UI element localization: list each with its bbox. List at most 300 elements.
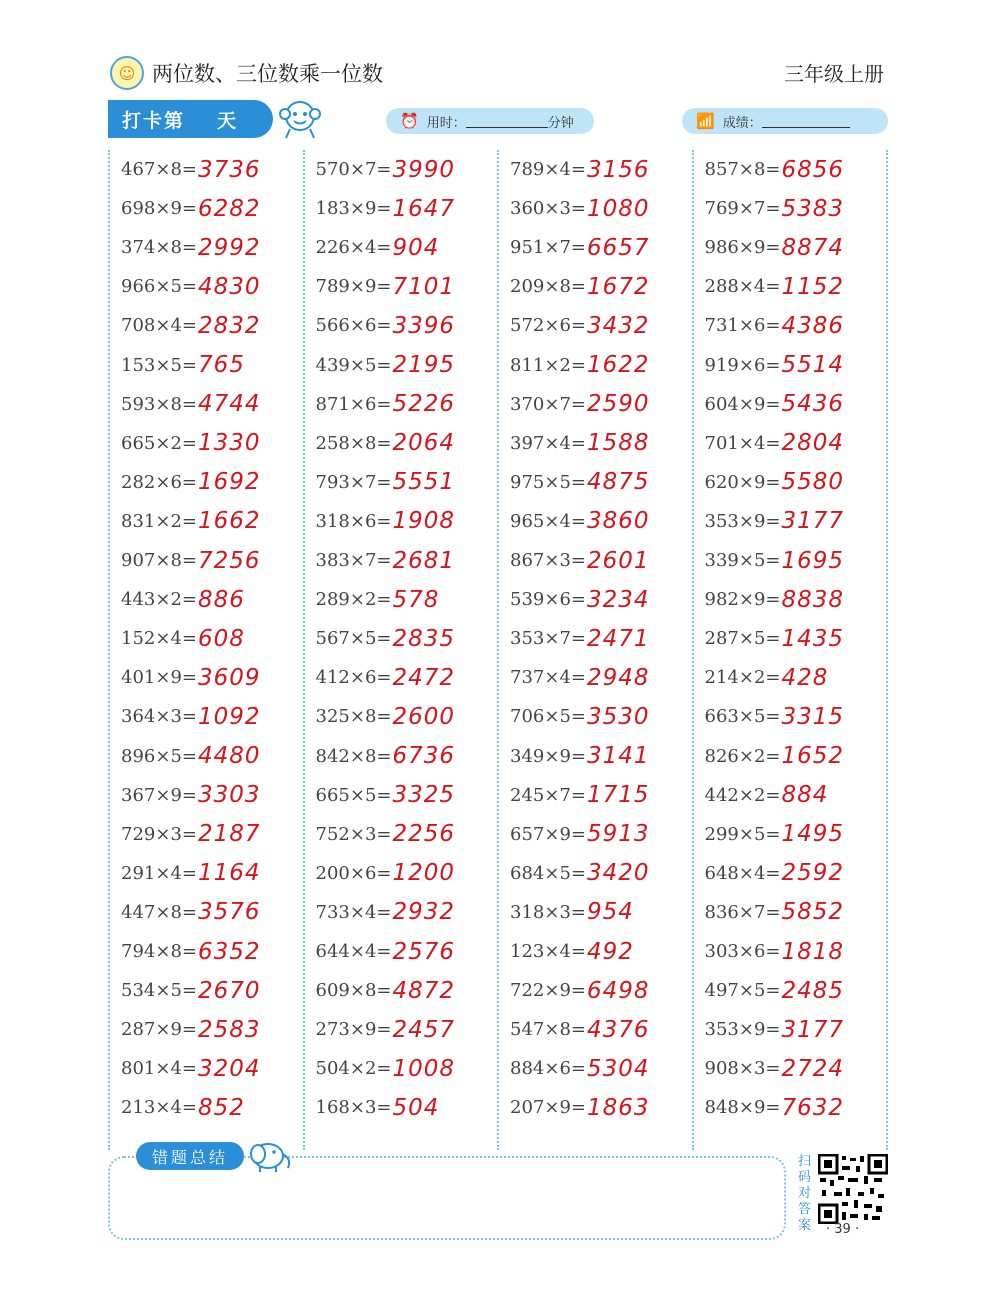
problem-row [705, 854, 845, 893]
lion-mascot-icon: ☺ [110, 56, 144, 90]
handwritten-answer[interactable]: 1672 [586, 273, 650, 300]
problem-row [705, 932, 845, 971]
handwritten-answer[interactable]: 2832 [197, 312, 261, 339]
handwritten-answer[interactable]: 3204 [197, 1055, 261, 1082]
problem-row [705, 815, 845, 854]
problem-row [316, 854, 456, 893]
problem-row [316, 150, 456, 189]
problem-row [510, 815, 650, 854]
problem-row [705, 697, 845, 736]
handwritten-answer[interactable]: 5913 [586, 821, 650, 848]
handwritten-answer[interactable]: 1652 [781, 743, 845, 769]
problem-row [705, 306, 845, 345]
handwritten-answer[interactable]: 2932 [392, 899, 456, 926]
handwritten-answer[interactable]: 1164 [197, 860, 261, 887]
handwritten-answer[interactable]: 3609 [197, 664, 261, 691]
handwritten-answer[interactable]: 7101 [392, 273, 456, 300]
problem-row [510, 306, 650, 345]
handwritten-answer[interactable]: 6498 [586, 977, 650, 1004]
problem-question: 374×8= [121, 237, 197, 259]
handwritten-answer[interactable]: 2590 [586, 391, 650, 418]
handwritten-answer[interactable]: 7632 [781, 1094, 845, 1121]
problem-row [121, 502, 261, 541]
problem-row [705, 189, 845, 228]
problem-question: 401×9= [121, 667, 197, 689]
handwritten-answer[interactable]: 4744 [197, 391, 261, 418]
problem-column-3 [497, 150, 692, 1150]
handwritten-answer[interactable]: 2601 [586, 547, 650, 574]
problem-row [316, 971, 456, 1010]
problem-question: 698×9= [121, 198, 197, 220]
problem-row [705, 150, 845, 189]
problem-question: 567×5= [315, 628, 392, 650]
problem-question: 609×8= [315, 980, 392, 1002]
problem-question: 593×8= [121, 393, 197, 415]
handwritten-answer[interactable]: 2457 [392, 1016, 456, 1043]
problem-row [316, 1088, 440, 1127]
handwritten-answer[interactable]: 2681 [392, 547, 456, 574]
handwritten-answer[interactable]: 3432 [586, 312, 650, 339]
problem-row [121, 463, 261, 502]
problem-question: 811×2= [510, 354, 586, 376]
handwritten-answer[interactable]: 884 [781, 782, 829, 809]
problem-question: 258×8= [315, 432, 392, 454]
handwritten-answer[interactable]: 2064 [392, 430, 456, 457]
problem-row [316, 463, 456, 502]
problem-question: 214×2= [704, 667, 781, 689]
handwritten-answer[interactable]: 2670 [197, 977, 261, 1004]
problem-question: 303×6= [704, 941, 781, 962]
problem-question: 919×6= [704, 354, 781, 376]
handwritten-answer[interactable]: 3420 [586, 860, 650, 887]
problem-question: 982×9= [704, 589, 781, 611]
problem-question: 534×5= [121, 980, 197, 1002]
handwritten-answer[interactable]: 5304 [586, 1055, 650, 1082]
handwritten-answer[interactable]: 6736 [392, 743, 456, 769]
problem-question: 153×5= [121, 354, 197, 376]
problem-question: 907×8= [121, 550, 197, 571]
problem-grid [108, 150, 888, 1150]
problem-question: 975×5= [510, 471, 586, 493]
problem-row [510, 1088, 650, 1127]
handwritten-answer[interactable]: 4480 [197, 743, 261, 769]
checkin-banner [108, 100, 273, 138]
problem-row [121, 424, 261, 463]
problem-row [510, 737, 650, 776]
problem-row [316, 658, 456, 697]
problem-row [316, 189, 456, 228]
problem-row [510, 580, 650, 619]
problem-question: 604×9= [704, 393, 781, 415]
problem-question: 793×7= [315, 471, 392, 493]
problem-question: 397×4= [510, 432, 586, 454]
handwritten-answer[interactable]: 3325 [392, 782, 456, 809]
problem-row [316, 932, 456, 971]
problem-row [316, 385, 456, 424]
problem-question: 884×6= [510, 1058, 586, 1080]
handwritten-answer[interactable]: 1008 [392, 1055, 456, 1082]
handwritten-answer[interactable]: 2187 [197, 821, 261, 848]
handwritten-answer[interactable]: 3156 [586, 156, 650, 183]
handwritten-answer[interactable]: 2592 [781, 860, 845, 887]
handwritten-answer[interactable]: 3990 [392, 156, 456, 183]
problem-row [510, 776, 650, 815]
handwritten-answer[interactable]: 852 [197, 1094, 245, 1121]
problem-question: 200×6= [315, 862, 392, 884]
problem-row [121, 815, 261, 854]
problem-question: 572×6= [510, 315, 586, 337]
problem-question: 965×4= [510, 510, 586, 532]
problem-row [121, 385, 261, 424]
handwritten-answer[interactable]: 492 [586, 938, 634, 965]
problem-question: 733×4= [315, 901, 392, 923]
handwritten-answer[interactable]: 6282 [197, 195, 261, 222]
handwritten-answer[interactable]: 5514 [781, 352, 845, 378]
handwritten-answer[interactable]: 1695 [781, 547, 845, 574]
handwritten-answer[interactable]: 3736 [197, 156, 261, 183]
score-label: 成绩： [722, 115, 762, 131]
chapter-title-text: 两位数、三位数乘一位数 [152, 62, 383, 86]
problem-row [510, 346, 650, 385]
problem-question: 442×2= [704, 784, 781, 806]
problem-question: 729×3= [121, 823, 197, 845]
handwritten-answer[interactable]: 2583 [197, 1016, 261, 1043]
time-blank[interactable] [466, 115, 548, 128]
problem-row [510, 228, 650, 267]
chapter-title [110, 56, 383, 90]
problem-question: 207×9= [510, 1097, 586, 1119]
problem-question: 789×4= [510, 159, 586, 180]
problem-row [316, 541, 456, 580]
handwritten-answer[interactable]: 2835 [392, 625, 456, 652]
problem-question: 213×4= [121, 1097, 197, 1119]
problem-row [705, 267, 845, 306]
handwritten-answer[interactable]: 5226 [392, 391, 456, 418]
handwritten-answer[interactable]: 4376 [586, 1016, 650, 1043]
problem-row [121, 1049, 261, 1088]
problem-question: 801×4= [121, 1058, 197, 1080]
problem-question: 364×3= [121, 706, 197, 728]
problem-question: 497×5= [704, 980, 781, 1002]
problem-row [121, 150, 261, 189]
handwritten-answer[interactable]: 954 [586, 899, 634, 926]
problem-question: 245×7= [510, 784, 586, 806]
problem-question: 737×4= [510, 667, 586, 689]
problem-question: 353×9= [704, 510, 781, 532]
problem-row [121, 228, 261, 267]
problem-question: 663×5= [704, 706, 781, 728]
problem-row [121, 932, 261, 971]
handwritten-answer[interactable]: 1200 [392, 860, 456, 887]
handwritten-answer[interactable]: 578 [392, 586, 440, 613]
problem-row [316, 1010, 456, 1049]
problem-row [705, 658, 829, 697]
problem-question: 566×6= [315, 315, 392, 337]
problem-row [705, 619, 845, 658]
problem-row [316, 580, 440, 619]
problem-question: 447×8= [121, 901, 197, 923]
handwritten-answer[interactable]: 886 [197, 586, 245, 613]
handwritten-answer[interactable]: 5383 [781, 195, 845, 222]
problem-row [705, 541, 845, 580]
problem-question: 966×5= [121, 276, 197, 298]
alarm-clock-icon: ⏰ [400, 112, 419, 130]
problem-row [705, 580, 845, 619]
time-label: 用时： [426, 115, 466, 131]
problem-question: 951×7= [510, 237, 586, 259]
problem-question: 291×4= [121, 862, 197, 884]
problem-row [316, 228, 440, 267]
handwritten-answer[interactable]: 3234 [586, 586, 650, 613]
problem-question: 539×6= [510, 589, 586, 611]
handwritten-answer[interactable]: 2195 [392, 352, 456, 378]
problem-row [316, 619, 456, 658]
problem-row [705, 385, 845, 424]
handwritten-answer[interactable]: 5436 [781, 391, 845, 418]
handwritten-answer[interactable]: 1330 [197, 430, 261, 457]
problem-row [510, 971, 650, 1010]
handwritten-answer[interactable]: 1662 [197, 508, 261, 535]
handwritten-answer[interactable]: 3141 [586, 743, 650, 769]
problem-question: 701×4= [704, 432, 781, 454]
problem-question: 168×3= [315, 1097, 392, 1119]
checkin-right-text: 天 [217, 109, 239, 132]
problem-question: 183×9= [315, 198, 392, 220]
problem-row [510, 1049, 650, 1088]
problem-row [121, 737, 261, 776]
handwritten-answer[interactable]: 3530 [586, 703, 650, 730]
problem-question: 299×5= [704, 823, 781, 845]
handwritten-answer[interactable]: 4830 [197, 273, 261, 300]
problem-question: 152×4= [121, 628, 197, 650]
handwritten-answer[interactable]: 2256 [392, 821, 456, 848]
problem-question: 684×5= [510, 862, 586, 884]
problem-row [705, 1049, 845, 1088]
problem-question: 287×5= [704, 628, 781, 650]
handwritten-answer[interactable]: 2600 [392, 703, 456, 730]
problem-question: 360×3= [510, 198, 586, 220]
problem-row [510, 463, 650, 502]
problem-question: 831×2= [121, 510, 197, 532]
problem-question: 769×7= [704, 198, 781, 220]
problem-question: 867×3= [510, 550, 586, 571]
grade-label: 三年级上册 [784, 62, 884, 86]
handwritten-answer[interactable]: 3303 [197, 782, 261, 809]
elephant-mascot-icon [246, 1136, 294, 1174]
problem-row [705, 463, 845, 502]
time-field [386, 108, 594, 134]
checkin-left-text: 打卡第 [122, 109, 186, 132]
handwritten-answer[interactable]: 2948 [586, 664, 650, 691]
handwritten-answer[interactable]: 1647 [392, 195, 456, 222]
problem-row [121, 580, 245, 619]
problem-row [510, 1010, 650, 1049]
handwritten-answer[interactable]: 1435 [781, 625, 845, 652]
problem-row [316, 776, 456, 815]
problem-question: 857×8= [704, 159, 781, 180]
problem-row [121, 1010, 261, 1049]
problem-question: 665×2= [121, 432, 197, 454]
problem-row [705, 424, 845, 463]
problem-row [316, 502, 456, 541]
handwritten-answer[interactable]: 5551 [392, 469, 456, 496]
problem-row [121, 971, 261, 1010]
handwritten-answer[interactable]: 428 [781, 664, 829, 691]
page-number: · 39 · [826, 1222, 860, 1237]
handwritten-answer[interactable]: 1152 [781, 273, 845, 300]
handwritten-answer[interactable]: 7256 [197, 547, 261, 574]
handwritten-answer[interactable]: 5580 [781, 469, 845, 496]
problem-row [316, 737, 456, 776]
handwritten-answer[interactable]: 1092 [197, 703, 261, 730]
problem-row [121, 306, 261, 345]
problem-row [316, 697, 456, 736]
handwritten-answer[interactable]: 1080 [586, 195, 650, 222]
monkey-mascot-icon [276, 96, 324, 140]
handwritten-answer[interactable]: 5852 [781, 899, 845, 926]
problem-question: 412×6= [315, 667, 392, 689]
problem-question: 339×5= [704, 550, 781, 571]
handwritten-answer[interactable]: 2485 [781, 977, 845, 1004]
problem-question: 282×6= [121, 471, 197, 493]
handwritten-answer[interactable]: 2992 [197, 234, 261, 261]
handwritten-answer[interactable]: 4872 [392, 977, 456, 1004]
problem-row [510, 658, 650, 697]
qr-code-icon[interactable] [818, 1154, 888, 1224]
problem-question: 288×4= [704, 276, 781, 298]
problem-question: 353×9= [704, 1019, 781, 1041]
problem-question: 731×6= [704, 315, 781, 337]
problem-row [121, 697, 261, 736]
bar-chart-icon: 📶 [696, 112, 715, 130]
handwritten-answer[interactable]: 1495 [781, 821, 845, 848]
problem-question: 123×4= [510, 941, 586, 962]
problem-row [316, 424, 456, 463]
problem-question: 547×8= [510, 1019, 586, 1041]
handwritten-answer[interactable]: 3315 [781, 703, 845, 730]
problem-row [121, 541, 261, 580]
score-field [682, 108, 888, 134]
problem-row [316, 893, 456, 932]
problem-question: 722×9= [510, 980, 586, 1002]
problem-question: 706×5= [510, 706, 586, 728]
handwritten-answer[interactable]: 6856 [781, 156, 845, 183]
handwritten-answer[interactable]: 8874 [781, 234, 845, 261]
problem-question: 439×5= [315, 354, 392, 376]
problem-question: 467×8= [121, 159, 197, 180]
problem-question: 644×4= [315, 941, 392, 962]
handwritten-answer[interactable]: 765 [197, 352, 245, 378]
problem-column-1 [108, 150, 303, 1150]
problem-question: 896×5= [121, 745, 197, 767]
handwritten-answer[interactable]: 3860 [586, 508, 650, 535]
handwritten-answer[interactable]: 6352 [197, 938, 261, 965]
handwritten-answer[interactable]: 2576 [392, 938, 456, 965]
problem-question: 349×9= [510, 745, 586, 767]
problem-question: 353×7= [510, 628, 586, 650]
problem-question: 836×7= [704, 901, 781, 923]
problem-question: 443×2= [121, 589, 197, 611]
handwritten-answer[interactable]: 2472 [392, 664, 456, 691]
problem-row [316, 815, 456, 854]
handwritten-answer[interactable]: 504 [392, 1094, 440, 1121]
problem-row [510, 932, 634, 971]
problem-question: 665×5= [315, 784, 392, 806]
problem-row [316, 346, 456, 385]
problem-row [121, 854, 261, 893]
handwritten-answer[interactable]: 2804 [781, 430, 845, 457]
handwritten-answer[interactable]: 6657 [586, 234, 650, 261]
problem-row [705, 893, 845, 932]
problem-row [510, 697, 650, 736]
problem-row [510, 502, 650, 541]
problem-row [121, 619, 245, 658]
handwritten-answer[interactable]: 1863 [586, 1094, 650, 1121]
problem-question: 620×9= [704, 471, 781, 493]
problem-question: 370×7= [510, 393, 586, 415]
handwritten-answer[interactable]: 1692 [197, 469, 261, 496]
problem-question: 789×9= [315, 276, 392, 298]
handwritten-answer[interactable]: 3576 [197, 899, 261, 926]
problem-row [705, 1088, 845, 1127]
handwritten-answer[interactable]: 1908 [392, 508, 456, 535]
handwritten-answer[interactable]: 1715 [586, 782, 650, 809]
problem-row [510, 150, 650, 189]
problem-row [316, 306, 456, 345]
handwritten-answer[interactable]: 1818 [781, 938, 845, 965]
handwritten-answer[interactable]: 3396 [392, 312, 456, 339]
problem-row [705, 502, 845, 541]
handwritten-answer[interactable]: 3177 [781, 1016, 845, 1043]
problem-question: 289×2= [315, 589, 392, 611]
problem-question: 908×3= [704, 1058, 781, 1080]
problem-row [316, 267, 456, 306]
problem-row [705, 737, 845, 776]
problem-question: 842×8= [315, 745, 392, 767]
problem-row [121, 776, 261, 815]
handwritten-answer[interactable]: 3177 [781, 508, 845, 535]
problem-question: 287×9= [121, 1019, 197, 1041]
score-blank[interactable] [762, 115, 850, 128]
handwritten-answer[interactable]: 608 [197, 625, 245, 652]
handwritten-answer[interactable]: 904 [392, 234, 440, 261]
problem-row [705, 776, 829, 815]
problem-question: 570×7= [315, 159, 392, 180]
handwritten-answer[interactable]: 8838 [781, 586, 845, 613]
handwritten-answer[interactable]: 4386 [781, 312, 845, 339]
problem-row [510, 267, 650, 306]
problem-column-2 [303, 150, 498, 1150]
handwritten-answer[interactable]: 2471 [586, 625, 650, 652]
handwritten-answer[interactable]: 2724 [781, 1055, 845, 1082]
problem-row [121, 267, 261, 306]
problem-row [510, 424, 650, 463]
problem-question: 273×9= [315, 1019, 392, 1041]
mistake-summary-tab: 错题总结 [136, 1142, 244, 1170]
problem-question: 209×8= [510, 276, 586, 298]
problem-question: 367×9= [121, 784, 197, 806]
problem-question: 986×9= [704, 237, 781, 259]
handwritten-answer[interactable]: 4875 [586, 469, 650, 496]
problem-row [705, 346, 845, 385]
handwritten-answer[interactable]: 1622 [586, 352, 650, 378]
problem-question: 383×7= [315, 550, 392, 571]
scan-for-answers-label: 扫码对答案 [798, 1154, 812, 1233]
handwritten-answer[interactable]: 1588 [586, 430, 650, 457]
problem-question: 871×6= [315, 393, 392, 415]
problem-row [121, 658, 261, 697]
problem-row [510, 541, 650, 580]
